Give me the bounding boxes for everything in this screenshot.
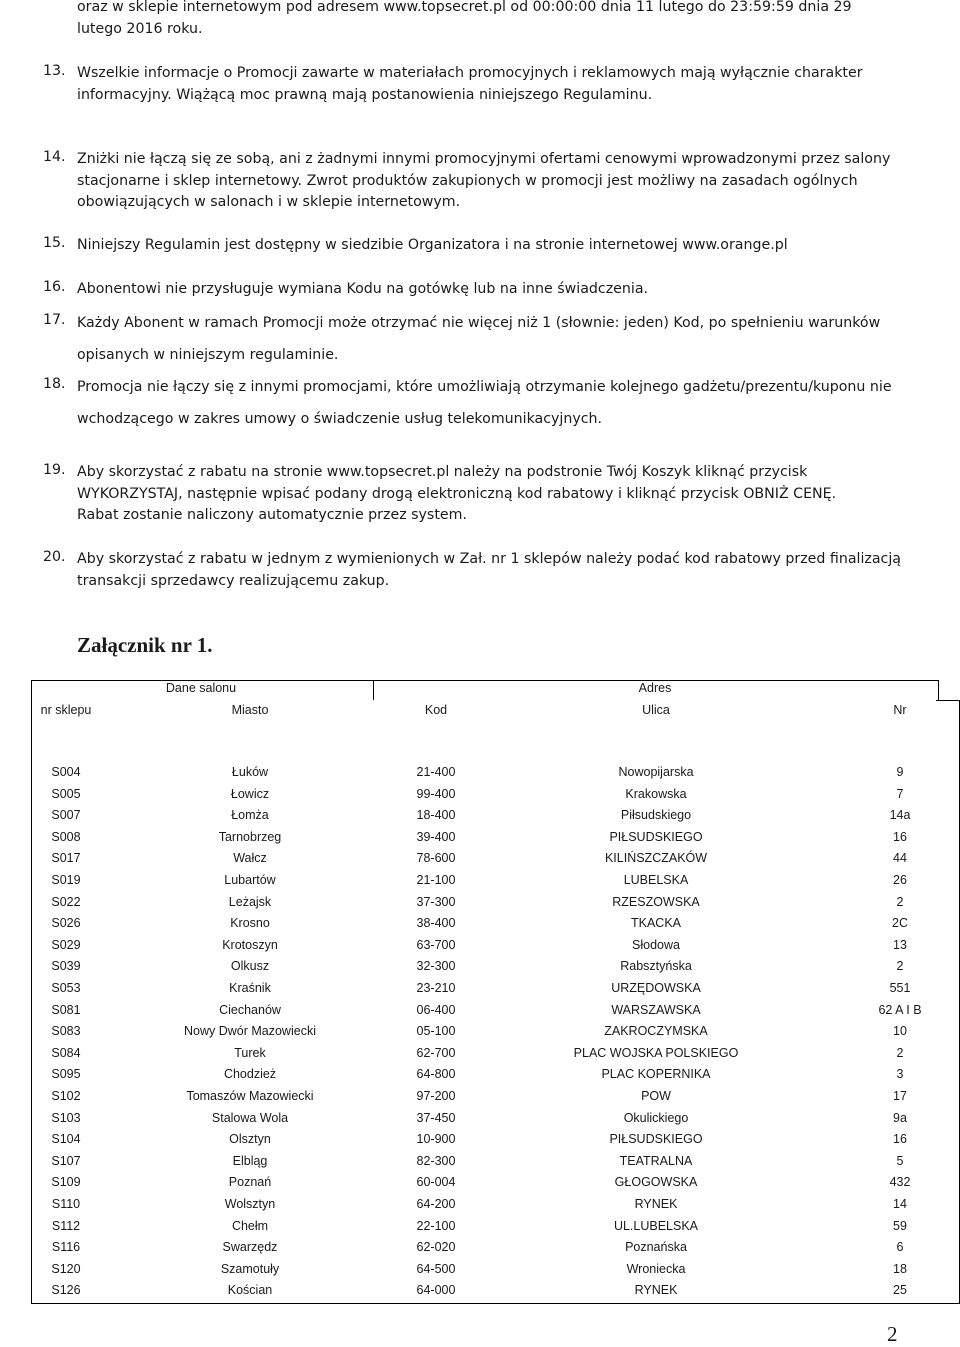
cell-street: RYNEK <box>634 1283 678 1298</box>
cell-store-number: S005 <box>51 786 81 801</box>
cell-city: Wałcz <box>233 851 267 866</box>
cell-city: Turek <box>234 1045 266 1060</box>
cell-number: 3 <box>896 1067 904 1082</box>
table-row <box>0 1046 960 1068</box>
cell-postal-code: 05-100 <box>416 1024 456 1039</box>
cell-store-number: S008 <box>51 829 81 844</box>
cell-city: Lubartów <box>224 873 276 887</box>
cell-street: ZAKROCZYMSKA <box>604 1024 708 1039</box>
table-row <box>0 765 960 787</box>
cell-city: Ciechanów <box>219 1002 281 1017</box>
cell-store-number: S126 <box>51 1283 81 1298</box>
cell-street: URZĘDOWSKA <box>611 981 701 995</box>
cell-number: 2C <box>892 916 908 931</box>
cell-store-number: S116 <box>51 1240 81 1255</box>
paragraph-line: Niniejszy Regulamin jest dostępny w siedzibie Organizatora i na stronie internetowej www.orange.pl <box>77 237 788 253</box>
cell-number: 5 <box>896 1153 904 1168</box>
page-number: 2 <box>887 1322 898 1346</box>
cell-store-number: S004 <box>51 765 81 779</box>
cell-city: Łuków <box>231 765 269 779</box>
cell-street: Okulickiego <box>623 1110 689 1125</box>
table-row <box>0 1003 960 1025</box>
cell-store-number: S095 <box>51 1067 81 1082</box>
cell-postal-code: 39-400 <box>416 829 456 844</box>
table-row <box>0 938 960 960</box>
cell-city: Krotoszyn <box>222 937 278 952</box>
cell-number: 9 <box>896 765 904 779</box>
cell-number: 10 <box>893 1024 907 1039</box>
cell-city: Elbląg <box>232 1153 268 1168</box>
table-row <box>0 1067 960 1089</box>
cell-number: 2 <box>896 1045 904 1060</box>
cell-store-number: S053 <box>51 981 81 995</box>
table-row <box>0 1283 960 1305</box>
paragraph-number: 19. <box>43 462 66 478</box>
cell-number: 59 <box>893 1218 907 1233</box>
table-row <box>0 1175 960 1197</box>
cell-street: RZESZOWSKA <box>612 894 700 909</box>
cell-number: 14a <box>889 808 911 823</box>
paragraph-line: stacjonarne i sklep internetowy. Zwrot produktów zakupionych w promocji jest możliwy na zasadach ogólnych <box>77 172 858 189</box>
cell-street: TEATRALNA <box>619 1153 693 1168</box>
table-row <box>0 1219 960 1241</box>
table-row <box>0 1262 960 1284</box>
column-header-number: Nr <box>893 703 907 717</box>
paragraph-line: Aby skorzystać z rabatu w jednym z wymienionych w Zał. nr 1 sklepów należy podać kod rabatowy przed finalizacją <box>77 551 901 567</box>
cell-number: 17 <box>893 1089 907 1103</box>
table-row <box>0 981 960 1003</box>
cell-postal-code: 21-100 <box>416 873 456 887</box>
cell-number: 44 <box>893 851 907 866</box>
paragraph-line: Promocja nie łączy się z innymi promocjami, które umożliwiają otrzymanie kolejnego gadżetu/prezentu/kuponu nie <box>77 379 892 395</box>
intro-line: oraz w sklepie internetowym pod adresem www.topsecret.pl od 00:00:00 dnia 11 lutego do 23:59:59 dnia 29 <box>77 0 852 15</box>
cell-street: PLAC WOJSKA POLSKIEGO <box>573 1045 739 1060</box>
cell-street: Słodowa <box>632 937 680 952</box>
cell-street: Rabsztyńska <box>620 959 692 974</box>
cell-city: Poznań <box>228 1175 272 1190</box>
cell-postal-code: 37-300 <box>416 894 456 909</box>
table-row <box>0 808 960 830</box>
cell-city: Krosno <box>230 916 270 931</box>
cell-street: Poznańska <box>625 1240 687 1255</box>
cell-street: WARSZAWSKA <box>611 1002 701 1017</box>
column-header-street: Ulica <box>642 703 670 717</box>
paragraph-number: 18. <box>43 376 66 392</box>
paragraph-line: opisanych w niniejszym regulaminie. <box>77 347 339 363</box>
paragraph-number: 20. <box>43 549 66 565</box>
cell-store-number: S110 <box>51 1197 81 1211</box>
cell-street: TKACKA <box>630 916 681 931</box>
cell-store-number: S022 <box>51 894 81 909</box>
cell-postal-code: 37-450 <box>416 1110 456 1125</box>
cell-store-number: S103 <box>51 1110 81 1125</box>
group-header-address: Adres <box>638 681 672 695</box>
cell-postal-code: 64-000 <box>416 1283 456 1298</box>
cell-street: Piłsudskiego <box>620 808 692 823</box>
cell-number: 14 <box>893 1197 907 1211</box>
cell-postal-code: 21-400 <box>416 765 456 779</box>
cell-street: Wroniecka <box>626 1261 686 1276</box>
cell-store-number: S081 <box>51 1002 81 1017</box>
cell-postal-code: 18-400 <box>416 808 456 823</box>
cell-street: KILIŃSZCZAKÓW <box>604 851 708 866</box>
cell-city: Olkusz <box>230 959 270 974</box>
table-row <box>0 787 960 809</box>
column-header-postal-code: Kod <box>424 703 448 717</box>
cell-store-number: S026 <box>51 916 81 931</box>
cell-street: GŁOGOWSKA <box>614 1175 698 1190</box>
group-header-salon: Dane salonu <box>165 681 237 695</box>
table-row <box>0 916 960 938</box>
cell-store-number: S039 <box>51 959 81 974</box>
table-row <box>0 1089 960 1111</box>
cell-number: 16 <box>893 829 907 844</box>
paragraph-number: 14. <box>43 149 66 165</box>
cell-number: 7 <box>896 786 904 801</box>
cell-store-number: S007 <box>51 808 81 823</box>
cell-city: Kościan <box>227 1283 273 1298</box>
cell-city: Wolsztyn <box>224 1197 276 1211</box>
cell-store-number: S083 <box>51 1024 81 1039</box>
paragraph-line: obowiązujących w salonach i w sklepie internetowym. <box>77 194 461 210</box>
cell-postal-code: 64-800 <box>416 1067 456 1082</box>
cell-number: 13 <box>893 937 907 952</box>
cell-street: PIŁSUDSKIEGO <box>609 1132 703 1147</box>
cell-store-number: S109 <box>51 1175 81 1190</box>
paragraph-line: Rabat zostanie naliczony automatycznie przez system. <box>77 507 467 523</box>
cell-city: Chodzież <box>223 1067 277 1082</box>
table-row <box>0 1197 960 1219</box>
cell-number: 6 <box>896 1240 904 1255</box>
cell-city: Stalowa Wola <box>211 1110 289 1125</box>
cell-city: Swarzędz <box>222 1240 278 1255</box>
table-row <box>0 895 960 917</box>
paragraph-line: WYKORZYSTAJ, następnie wpisać podany drogą elektroniczną kod rabatowy i kliknąć przycisk OBNIŻ CENĘ. <box>77 485 837 502</box>
paragraph-line: informacyjny. Wiążącą moc prawną mają postanowienia niniejszego Regulaminu. <box>77 86 653 103</box>
cell-number: 2 <box>896 959 904 974</box>
cell-number: 9a <box>893 1110 907 1125</box>
cell-street: Nowopijarska <box>618 765 694 779</box>
table-row <box>0 830 960 852</box>
attachment-title: Załącznik nr 1. <box>77 633 213 657</box>
cell-number: 25 <box>893 1283 907 1298</box>
cell-street: UL.LUBELSKA <box>613 1218 699 1233</box>
paragraph-line: transakcji sprzedawcy realizującemu zakup. <box>77 572 390 589</box>
cell-postal-code: 64-200 <box>416 1197 456 1211</box>
cell-street: RYNEK <box>634 1197 678 1211</box>
table-row <box>0 1132 960 1154</box>
cell-store-number: S029 <box>51 937 81 952</box>
paragraph-number: 13. <box>43 63 66 79</box>
cell-number: 26 <box>893 873 907 887</box>
intro-line: lutego 2016 roku. <box>77 20 203 37</box>
cell-postal-code: 64-500 <box>416 1261 456 1276</box>
cell-city: Tarnobrzeg <box>218 829 282 844</box>
cell-street: LUBELSKA <box>623 873 689 887</box>
cell-postal-code: 62-020 <box>416 1240 456 1255</box>
table-row <box>0 1240 960 1262</box>
cell-city: Łowicz <box>230 786 270 801</box>
cell-store-number: S112 <box>51 1218 81 1233</box>
cell-number: 432 <box>889 1175 911 1190</box>
paragraph-number: 17. <box>43 312 66 328</box>
paragraph-number: 16. <box>43 279 66 295</box>
table-row <box>0 851 960 873</box>
cell-street: PIŁSUDSKIEGO <box>609 829 703 844</box>
cell-street: POW <box>641 1089 671 1103</box>
table-row <box>0 959 960 981</box>
cell-postal-code: 99-400 <box>416 786 456 801</box>
cell-postal-code: 32-300 <box>416 959 456 974</box>
cell-postal-code: 23-210 <box>416 981 456 995</box>
cell-number: 2 <box>896 894 904 909</box>
paragraph-line: wchodzącego w zakres umowy o świadczenie usług telekomunikacyjnych. <box>77 411 603 427</box>
cell-city: Leżajsk <box>228 894 272 909</box>
cell-street: Krakowska <box>625 786 687 801</box>
cell-postal-code: 22-100 <box>416 1218 456 1233</box>
cell-number: 551 <box>889 981 911 995</box>
column-header-city: Miasto <box>231 703 269 717</box>
cell-city: Tomaszów Mazowiecki <box>186 1089 314 1103</box>
cell-city: Olsztyn <box>229 1132 271 1147</box>
cell-store-number: S084 <box>51 1045 81 1060</box>
cell-number: 16 <box>893 1132 907 1147</box>
cell-postal-code: 62-700 <box>416 1045 456 1060</box>
paragraph-number: 15. <box>43 235 66 251</box>
cell-store-number: S104 <box>51 1132 81 1147</box>
table-row <box>0 873 960 895</box>
paragraph-line: Wszelkie informacje o Promocji zawarte w materiałach promocyjnych i reklamowych mają wyłącznie charakter <box>77 65 863 81</box>
cell-postal-code: 78-600 <box>416 851 456 866</box>
table-row <box>0 1111 960 1133</box>
cell-number: 18 <box>893 1261 907 1276</box>
cell-number: 62 A I B <box>878 1002 922 1017</box>
cell-postal-code: 60-004 <box>416 1175 456 1190</box>
cell-store-number: S120 <box>51 1261 81 1276</box>
paragraph-line: Abonentowi nie przysługuje wymiana Kodu na gotówkę lub na inne świadczenia. <box>77 281 649 297</box>
cell-store-number: S019 <box>51 873 81 887</box>
cell-postal-code: 82-300 <box>416 1153 456 1168</box>
cell-store-number: S107 <box>51 1153 81 1168</box>
cell-postal-code: 06-400 <box>416 1002 456 1017</box>
cell-city: Łomża <box>231 808 269 823</box>
cell-store-number: S102 <box>51 1089 81 1103</box>
cell-postal-code: 63-700 <box>416 937 456 952</box>
cell-city: Chełm <box>231 1218 269 1233</box>
cell-city: Szamotuły <box>220 1261 280 1276</box>
cell-postal-code: 97-200 <box>416 1089 456 1103</box>
paragraph-line: Każdy Abonent w ramach Promocji może otrzymać nie więcej niż 1 (słownie: jeden) Kod, po spełnieniu warunków <box>77 315 881 331</box>
table-row <box>0 1154 960 1176</box>
cell-street: PLAC KOPERNIKA <box>601 1067 711 1082</box>
cell-postal-code: 10-900 <box>416 1132 456 1147</box>
paragraph-line: Zniżki nie łączą się ze sobą, ani z żadnymi innymi promocyjnymi ofertami cenowymi wprowadzonymi przez salony <box>77 151 891 167</box>
table-group-divider <box>373 680 374 700</box>
table-row <box>0 1024 960 1046</box>
cell-city: Kraśnik <box>229 981 271 995</box>
column-header-store-number: nr sklepu <box>40 703 92 717</box>
cell-store-number: S017 <box>51 851 81 866</box>
cell-city: Nowy Dwór Mazowiecki <box>184 1024 316 1039</box>
paragraph-line: Aby skorzystać z rabatu na stronie www.topsecret.pl należy na podstronie Twój Koszyk kliknąć przycisk <box>77 464 808 480</box>
cell-postal-code: 38-400 <box>416 916 456 931</box>
